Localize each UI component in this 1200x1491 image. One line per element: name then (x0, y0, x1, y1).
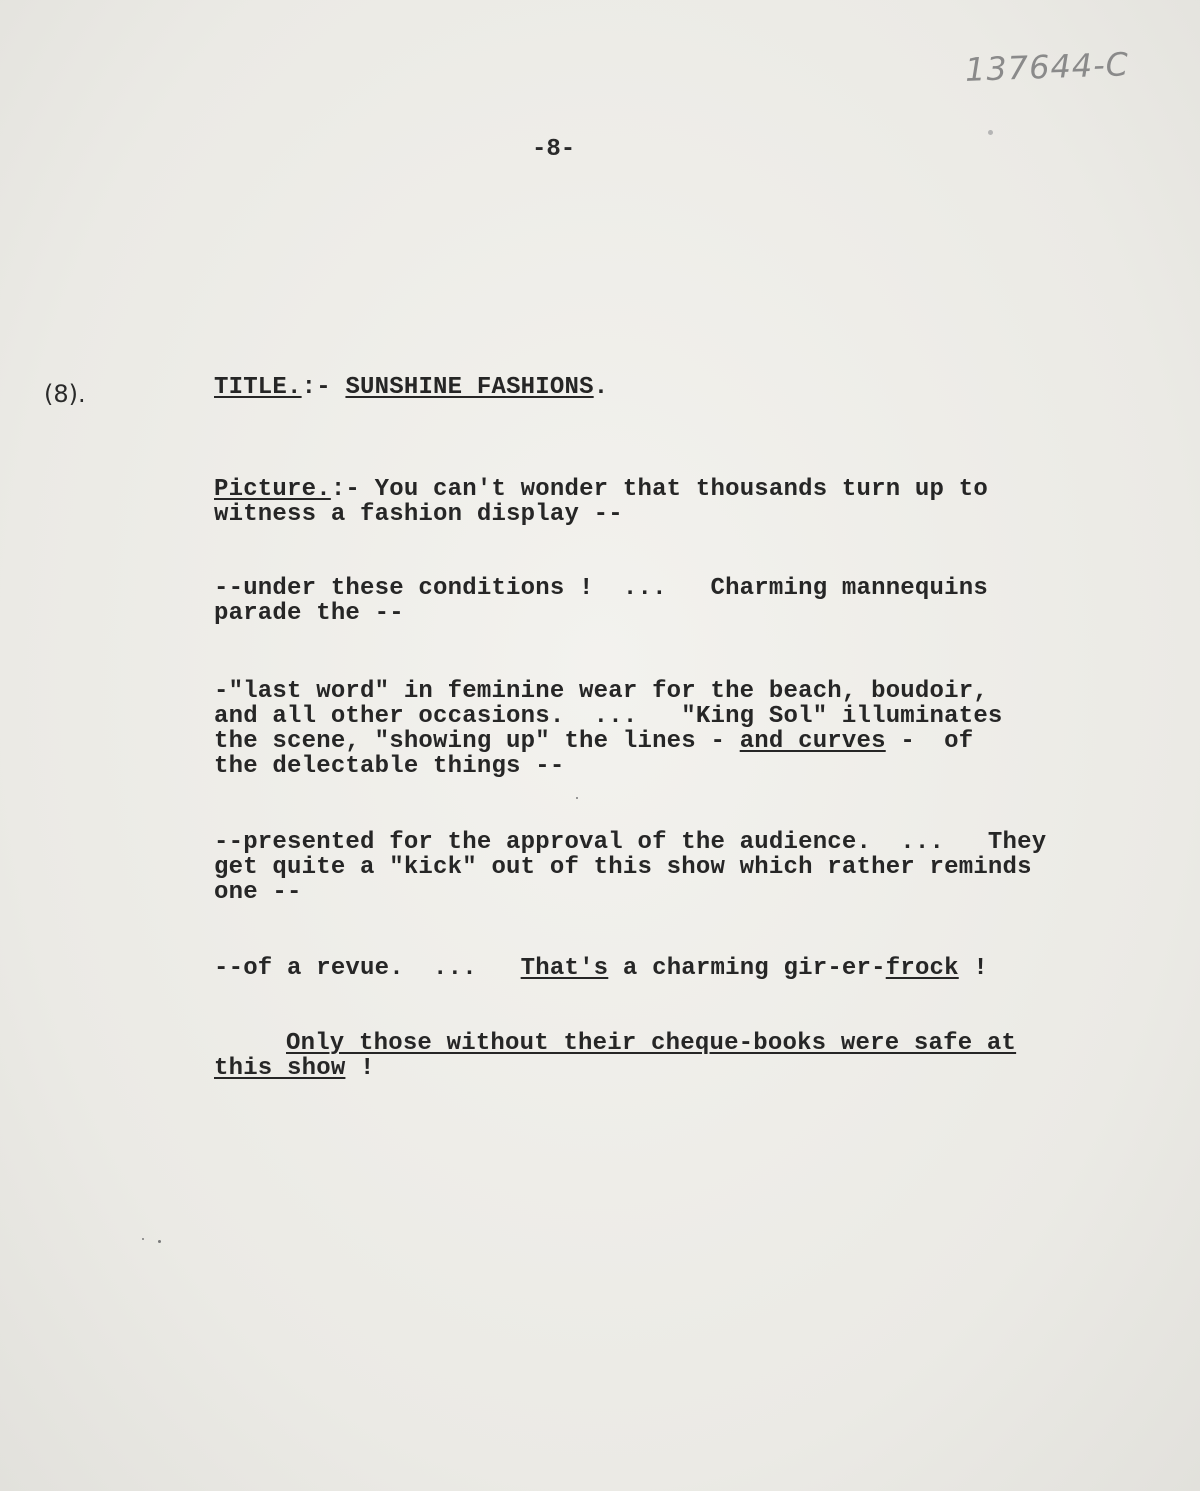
paragraph-text: ! (958, 955, 988, 982)
paragraph-1-line-1 (214, 477, 988, 502)
paper-speck (576, 797, 578, 799)
paragraph-6-line-2 (214, 1056, 375, 1081)
underlined-text: frock (885, 955, 959, 982)
paragraph-1-line-2: witness a fashion display -- (214, 501, 623, 528)
paragraph-3-line-2: and all other occasions. ... "King Sol" illuminates (214, 703, 1003, 730)
paragraph-text: ! (345, 1055, 375, 1082)
underlined-text: this show (214, 1055, 346, 1082)
paragraph-2-line-1: --under these conditions ! ... Charming mannequins (214, 575, 988, 602)
title-separator: :- (301, 374, 346, 401)
paper-speck (988, 130, 993, 135)
paragraph-text: - of (885, 728, 974, 755)
handwritten-reference-number: 137644-C (964, 45, 1130, 89)
paragraph-text: the scene, "showing up" the lines - (214, 728, 740, 755)
paragraph-4-line-3: one -- (214, 879, 302, 906)
paragraph-5-line-1 (214, 956, 988, 981)
paragraph-4-line-1: --presented for the approval of the audience. ... They (214, 829, 1047, 856)
paragraph-2-line-2: parade the -- (214, 600, 404, 627)
title-text: SUNSHINE FASHIONS (345, 374, 594, 401)
picture-label: Picture. (214, 476, 331, 503)
title-end: . (593, 374, 609, 401)
paragraph-6-line-1: Only those without their cheque-books were safe at (286, 1030, 1017, 1057)
paragraph-3-line-1: -"last word" in feminine wear for the beach, boudoir, (214, 678, 988, 705)
underlined-text: That's (520, 955, 609, 982)
section-number: (8). (44, 380, 86, 408)
paragraph-text: :- You can't wonder that thousands turn up to (330, 476, 988, 503)
paper-speck (158, 1240, 161, 1243)
paragraph-4-line-2: get quite a "kick" out of this show which rather reminds (214, 854, 1032, 881)
paragraph-text: a charming gir-er- (608, 955, 886, 982)
paragraph-text: --of a revue. ... (214, 955, 521, 982)
title-label: TITLE. (214, 374, 302, 401)
page-number: -8- (532, 136, 576, 163)
title-line (214, 375, 608, 400)
paragraph-3-line-3 (214, 729, 973, 754)
paper-speck (142, 1238, 144, 1240)
underlined-text: and curves (739, 728, 886, 755)
paragraph-3-line-4: the delectable things -- (214, 753, 565, 780)
